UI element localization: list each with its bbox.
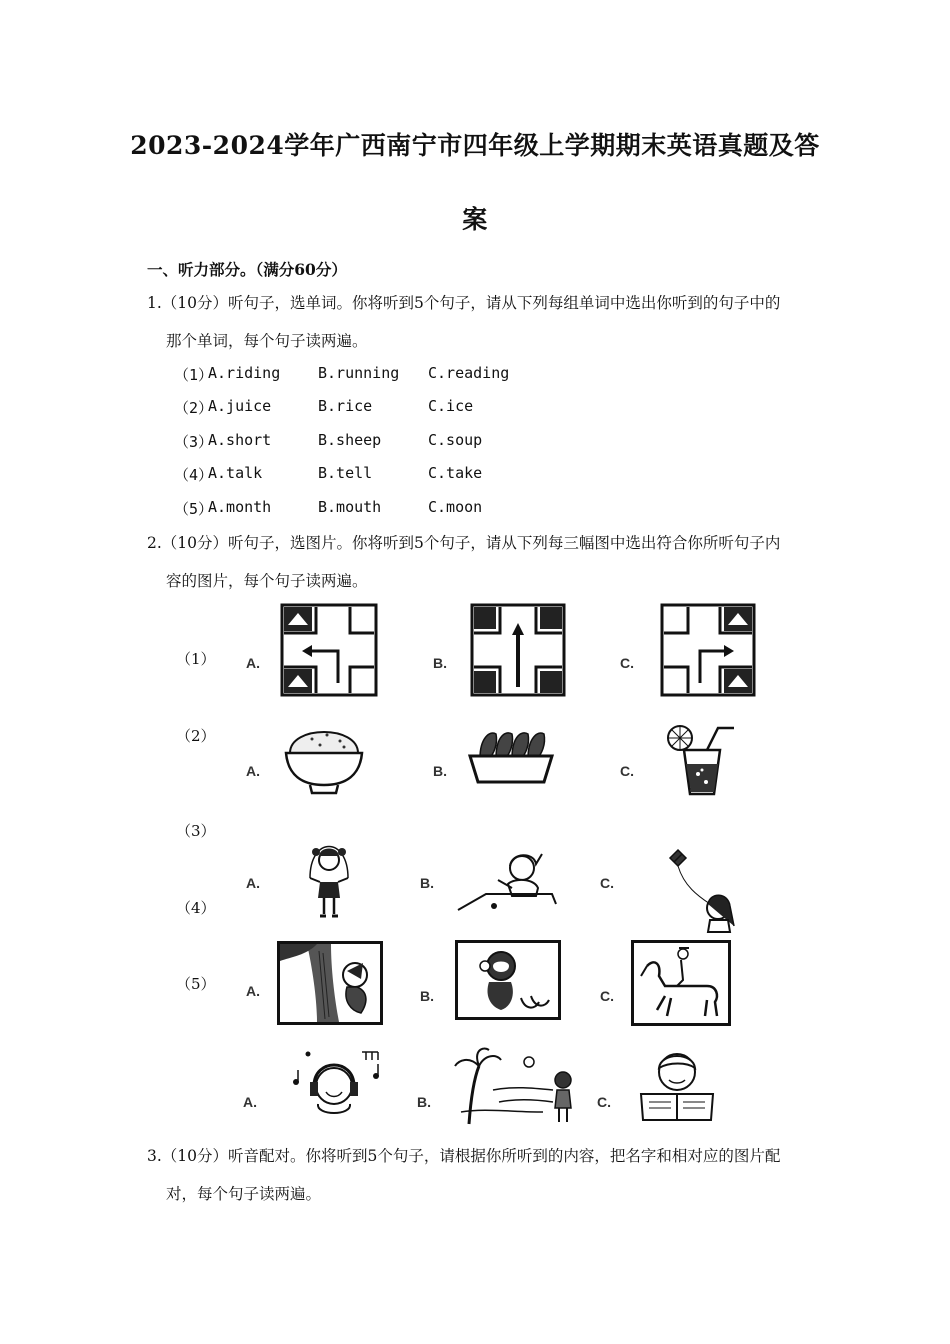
q1-row3-c: C.soup (428, 431, 483, 449)
listening-music-picture (286, 1046, 386, 1126)
juice-glass-picture (662, 718, 742, 798)
girl-drawing-picture (456, 848, 560, 914)
q2-num-3: （3） (176, 822, 216, 840)
q1-row2-b: B.rice (318, 397, 373, 415)
q1-row3-a: A.short (208, 431, 272, 449)
q1-row2-num: （2） (174, 399, 214, 417)
beach-swimming-picture (453, 1046, 583, 1126)
jumping-rope-picture (296, 832, 362, 922)
q1-row5-b: B.mouth (318, 498, 382, 516)
row2-label-a: A. (246, 763, 260, 779)
q1-row5-c: C.moon (428, 498, 483, 516)
q2-instruction-line1: 2.（10分）听句子，选图片。你将听到5个句子，请从下列每三幅图中选出符合你所听句子内 (147, 534, 781, 552)
q2-instruction-line2: 容的图片，每个句子读两遍。 (166, 572, 368, 590)
row4-label-b: B. (420, 988, 434, 1004)
q3-instruction-line2: 对，每个句子读两遍。 (166, 1185, 322, 1203)
row4-label-c: C. (600, 988, 614, 1004)
q1-row5-num: （5） (174, 500, 214, 518)
q1-row1-b: B.running (318, 364, 400, 382)
rice-bowl-picture (282, 715, 366, 795)
row5-label-a: A. (243, 1094, 257, 1110)
q2-num-5: （5） (176, 975, 216, 993)
q3-instruction-line1: 3.（10分）听音配对。你将听到5个句子，请根据你所听到的内容，把名字和相对应的图片配 (147, 1147, 781, 1165)
fish-dish-picture (468, 720, 554, 790)
monkey-climbing-tree-picture (277, 941, 383, 1025)
q1-row4-b: B.tell (318, 464, 373, 482)
q2-num-2: （2） (176, 727, 216, 745)
q1-row3-num: （3） (174, 433, 214, 451)
row1-label-c: C. (620, 655, 634, 671)
q1-row1-num: （1） (174, 366, 214, 384)
row1-label-b: B. (433, 655, 447, 671)
row1-label-a: A. (246, 655, 260, 671)
q2-num-4: （4） (176, 899, 216, 917)
q1-row3-b: B.sheep (318, 431, 382, 449)
monkey-bananas-picture (455, 940, 561, 1020)
q1-row4-a: A.talk (208, 464, 263, 482)
row3-label-b: B. (420, 875, 434, 891)
document-title-line2: 案 (462, 205, 488, 234)
q1-instruction-line2: 那个单词，每个句子读两遍。 (166, 332, 368, 350)
q1-row4-num: （4） (174, 466, 214, 484)
q1-row4-c: C.take (428, 464, 483, 482)
row2-label-c: C. (620, 763, 634, 779)
row5-label-c: C. (597, 1094, 611, 1110)
q2-num-1: （1） (176, 650, 216, 668)
q1-row1-c: C.reading (428, 364, 510, 382)
row3-label-c: C. (600, 875, 614, 891)
turn-right-picture (660, 603, 756, 697)
q1-row1-a: A.riding (208, 364, 281, 382)
q1-row5-a: A.month (208, 498, 272, 516)
go-straight-picture (470, 603, 566, 697)
row2-label-b: B. (433, 763, 447, 779)
q1-instruction-line1: 1.（10分）听句子，选单词。你将听到5个句子，请从下列每组单词中选出你听到的句子中的 (147, 294, 781, 312)
reading-book-picture (633, 1046, 719, 1122)
q1-row2-a: A.juice (208, 397, 272, 415)
row4-label-a: A. (246, 983, 260, 999)
flying-kite-picture (664, 846, 744, 936)
row5-label-b: B. (417, 1094, 431, 1110)
riding-horse-picture (631, 940, 731, 1026)
turn-left-picture (280, 603, 378, 697)
document-title-line1: 2023-2024学年广西南宁市四年级上学期期末英语真题及答 (130, 131, 820, 160)
q1-row2-c: C.ice (428, 397, 474, 415)
section1-heading: 一、听力部分。（满分60分） (147, 260, 347, 279)
row3-label-a: A. (246, 875, 260, 891)
